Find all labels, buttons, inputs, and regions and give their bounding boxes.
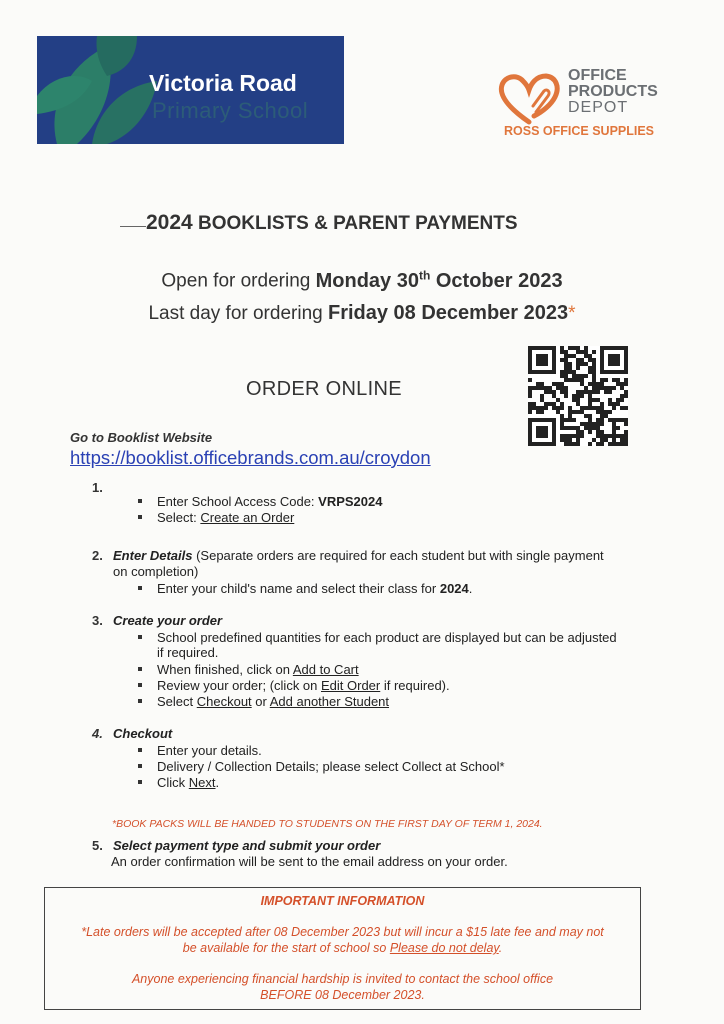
last-label: Last day for ordering: [148, 303, 323, 324]
page-title: [146, 211, 518, 235]
step-4-bullet-1: Enter your details.: [157, 743, 262, 758]
step-2-bullet-text: Enter your child's name and select their class for: [157, 581, 440, 596]
hardship-line-2: BEFORE 08 December 2023.: [260, 988, 425, 1002]
late-orders-end: .: [498, 941, 503, 955]
step-3-b4-mid: or: [251, 694, 270, 709]
step-3-b4-text: Select: [157, 694, 197, 709]
step-1-bullet-2: [157, 510, 294, 525]
open-date-line: [0, 268, 724, 293]
book-packs-note: *BOOK PACKS WILL BE HANDED TO STUDENTS ON THE FIRST DAY OF TERM 1, 2024.: [112, 818, 543, 830]
step-3-bullet-4: [157, 694, 389, 709]
late-orders-line-2: [45, 941, 640, 955]
step-3-bullet-3: [157, 678, 450, 693]
add-to-cart-link[interactable]: Add to Cart: [292, 662, 359, 677]
school-subtitle: Primary School: [152, 98, 309, 123]
step-2-number: 2.: [92, 548, 103, 563]
order-online-heading: ORDER ONLINE: [246, 378, 402, 400]
hardship-line-1: Anyone experiencing financial hardship is invited to contact the school office: [131, 972, 554, 986]
title-year: 2024: [146, 211, 193, 234]
edit-order-link[interactable]: Edit Order: [321, 678, 381, 693]
open-ordinal: th: [418, 268, 431, 282]
supplier-line-1: OFFICE: [568, 67, 627, 84]
school-logo: [37, 36, 344, 144]
step-3-title: Create your order: [113, 613, 223, 628]
step-2-heading: [113, 548, 604, 563]
please-do-not-delay-link[interactable]: Please do not delay: [389, 941, 499, 955]
step-4-bullet-2: Delivery / Collection Details; please select Collect at School*: [157, 759, 505, 774]
supplier-line-3: DEPOT: [568, 99, 629, 116]
step-2-desc-cont: on completion): [113, 564, 199, 579]
title-rule: [120, 226, 146, 227]
late-orders-text: be available for the start of school so: [182, 941, 390, 955]
step-3-b2-text: When finished, click on: [157, 662, 293, 677]
step-4-bullet-3: [157, 775, 219, 790]
step-4-b3-text: Click: [157, 775, 189, 790]
step-3-b3-end: if required).: [380, 678, 450, 693]
step-5-title: Select payment type and submit your order: [113, 838, 381, 853]
step-2-desc: (Separate orders are required for each student but with single payment: [192, 548, 604, 563]
step-3-bullet-1-cont: if required.: [157, 645, 219, 660]
supplier-line-2: PRODUCTS: [568, 83, 658, 100]
step-2-bullet-1: [157, 581, 472, 596]
step-4-title: Checkout: [113, 726, 173, 741]
qr-code-icon[interactable]: [528, 346, 628, 446]
supplier-logo: [492, 66, 682, 146]
last-date-line: [0, 302, 724, 325]
step-3-number: 3.: [92, 613, 103, 628]
step-1-bullet-1: [157, 494, 382, 509]
last-date: Friday 08 December 2023: [327, 302, 569, 324]
step-3-b3-text: Review your order; (click on: [157, 678, 321, 693]
step-2-bullet-end: .: [468, 581, 473, 596]
heart-paperclip-icon: [496, 72, 562, 126]
booklist-link[interactable]: https://booklist.officebrands.com.au/croydon: [70, 447, 431, 468]
title-text: BOOKLISTS & PARENT PAYMENTS: [198, 213, 518, 234]
checkout-link[interactable]: Checkout: [196, 694, 252, 709]
school-name: Victoria Road: [149, 70, 297, 96]
open-label: Open for ordering: [161, 270, 311, 292]
asterisk: *: [568, 303, 576, 324]
open-month-year: October 2023: [435, 269, 563, 292]
important-title: IMPORTANT INFORMATION: [260, 894, 425, 908]
important-info-box: [44, 887, 641, 1010]
step-5-desc: An order confirmation will be sent to the email address on your order.: [111, 854, 508, 869]
website-label: Go to Booklist Website: [70, 430, 213, 445]
step-3-bullet-2: [157, 662, 359, 677]
add-another-student-link[interactable]: Add another Student: [269, 694, 390, 709]
supplier-ross-label: ROSS OFFICE SUPPLIES: [504, 124, 655, 138]
create-order-link[interactable]: Create an Order: [200, 510, 295, 525]
step-3-bullet-1: School predefined quantities for each product are displayed but can be adjusted: [157, 630, 617, 645]
step-4-number: 4.: [92, 726, 103, 741]
next-link[interactable]: Next: [188, 775, 216, 790]
step-2-year: 2024: [439, 581, 469, 596]
step-4-b3-end: .: [215, 775, 220, 790]
late-orders-line-1: *Late orders will be accepted after 08 December 2023 but will incur a $15 late fee and may not: [81, 925, 604, 939]
select-label: Select:: [157, 510, 201, 525]
step-5-number: 5.: [92, 838, 103, 853]
step-1-number: 1.: [92, 480, 103, 495]
access-code: VRPS2024: [318, 494, 383, 509]
step-2-title: Enter Details: [113, 548, 193, 563]
open-day: Monday 30: [315, 269, 419, 292]
access-code-label: Enter School Access Code:: [157, 494, 319, 509]
